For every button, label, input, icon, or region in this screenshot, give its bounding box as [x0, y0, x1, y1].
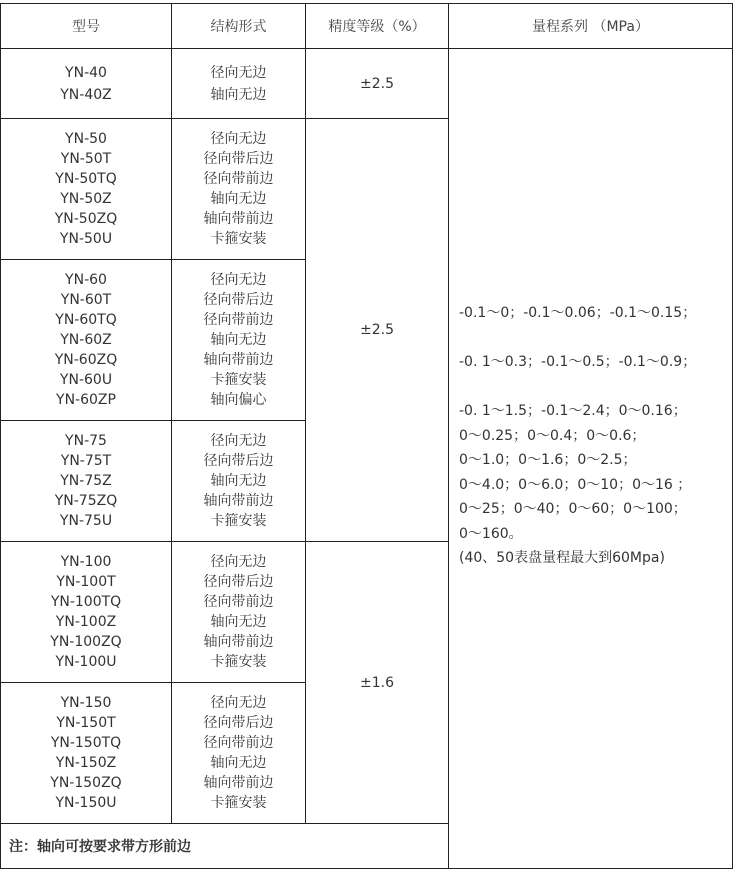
model-name: YN-75U	[59, 513, 113, 529]
model-name: YN-100	[60, 554, 112, 570]
model-cell	[1, 260, 172, 421]
structure-name: 径向带前边	[203, 594, 274, 610]
structure-cell	[172, 421, 306, 542]
model-name: YN-100Z	[55, 614, 117, 630]
structure-name: 轴向无边	[210, 614, 267, 630]
structure-name: 径向无边	[210, 433, 267, 449]
structure-name: 径向无边	[210, 695, 267, 711]
model-name: YN-75	[65, 433, 107, 449]
model-name: YN-100U	[55, 654, 117, 670]
structure-name: 径向带前边	[203, 312, 274, 328]
range-line: -0.1～0；-0.1～0.06；-0.1～0.15；	[459, 305, 697, 321]
structure-name: 轴向偏心	[210, 392, 267, 408]
structure-name: 卡箍安装	[210, 795, 267, 811]
header-structure: 结构形式	[172, 4, 306, 49]
model-name: YN-60ZQ	[54, 352, 118, 368]
structure-name: 轴向带前边	[203, 211, 274, 227]
model-name: YN-40	[65, 64, 107, 81]
range-line: 0～4.0；0～6.0；0～10；0～16 ；	[459, 476, 692, 493]
structure-cell	[172, 260, 306, 421]
range-cell	[449, 49, 733, 869]
structure-name: 径向无边	[210, 64, 267, 81]
structure-cell	[172, 683, 306, 824]
model-name: YN-150ZQ	[50, 775, 122, 791]
note-text: 注：轴向可按要求带方形前边	[1, 824, 733, 869]
precision-cell: ±2.5	[306, 119, 449, 542]
range-line: 0～25；0～40；0～60；0～100；	[459, 501, 687, 517]
model-name: YN-60TQ	[55, 312, 117, 328]
precision-cell: ±2.5	[306, 49, 449, 119]
model-name: YN-150TQ	[50, 735, 122, 751]
precision-cell: ±1.6	[306, 542, 449, 824]
structure-name: 轴向带前边	[203, 493, 274, 509]
range-line: -0. 1～0.3；-0.1～0.5；-0.1～0.9；	[459, 354, 697, 370]
structure-name: 径向带后边	[203, 292, 274, 308]
model-name: YN-100ZQ	[50, 634, 122, 650]
structure-name: 轴向无边	[210, 332, 267, 348]
range-line: -0. 1～1.5；-0.1～2.4；0～0.16；	[459, 403, 687, 419]
structure-name: 径向无边	[210, 272, 267, 288]
model-name: YN-100T	[56, 574, 116, 590]
model-name: YN-75Z	[60, 473, 112, 489]
structure-name: 卡箍安装	[210, 372, 267, 388]
model-name: YN-50T	[60, 151, 112, 167]
table-row	[1, 49, 733, 119]
structure-name: 轴向带前边	[203, 352, 274, 368]
model-name: YN-60	[65, 272, 107, 288]
model-name: YN-150	[60, 695, 112, 711]
structure-name: 轴向带前边	[203, 634, 274, 650]
structure-name: 轴向带前边	[203, 775, 274, 791]
structure-cell	[172, 49, 306, 119]
range-line: 0～0.25；0～0.4；0～0.6；	[459, 427, 646, 444]
structure-cell	[172, 542, 306, 683]
model-cell	[1, 49, 172, 119]
model-name: YN-150U	[55, 795, 117, 811]
spec-table	[0, 3, 733, 869]
model-cell	[1, 683, 172, 824]
model-cell	[1, 542, 172, 683]
structure-name: 径向无边	[210, 131, 267, 147]
structure-name: 径向带后边	[203, 574, 274, 590]
structure-name: 径向带后边	[203, 151, 274, 167]
header-range: 量程系列 （MPa）	[449, 4, 733, 49]
note-row	[1, 824, 733, 869]
structure-name: 卡箍安装	[210, 513, 267, 529]
model-cell	[1, 119, 172, 260]
model-name: YN-60Z	[60, 332, 112, 348]
model-name: YN-50ZQ	[54, 211, 118, 227]
model-name: YN-150T	[56, 715, 116, 731]
range-line: 0～160。	[459, 525, 523, 542]
model-cell	[1, 421, 172, 542]
structure-name: 径向带前边	[203, 171, 274, 187]
structure-name: 径向无边	[210, 554, 267, 570]
model-name: YN-50TQ	[55, 171, 117, 187]
range-line: 0～1.0；0～1.6；0～2.5；	[459, 452, 637, 468]
model-name: YN-50	[65, 131, 107, 147]
model-name: YN-50U	[59, 231, 113, 247]
model-name: YN-50Z	[60, 191, 112, 207]
structure-name: 轴向无边	[210, 86, 267, 103]
range-note: (40、50表盘量程最大到60Mpa)	[459, 550, 665, 566]
model-name: YN-100TQ	[50, 594, 122, 610]
model-name: YN-75ZQ	[54, 493, 118, 509]
model-name: YN-60T	[60, 292, 112, 308]
structure-name: 径向带后边	[203, 715, 274, 731]
structure-name: 轴向无边	[210, 191, 267, 207]
header-row	[1, 4, 733, 49]
structure-name: 卡箍安装	[210, 654, 267, 670]
header-precision: 精度等级（%）	[306, 4, 449, 49]
structure-name: 径向带后边	[203, 453, 274, 469]
model-name: YN-60U	[59, 372, 113, 388]
structure-cell	[172, 119, 306, 260]
model-name: YN-75T	[60, 453, 112, 469]
header-model: 型号	[1, 4, 172, 49]
structure-name: 轴向无边	[210, 755, 267, 771]
model-name: YN-40Z	[60, 86, 112, 103]
structure-name: 径向带前边	[203, 735, 274, 751]
model-name: YN-60ZP	[56, 392, 116, 408]
structure-name: 轴向无边	[210, 473, 267, 489]
structure-name: 卡箍安装	[210, 231, 267, 247]
model-name: YN-150Z	[55, 755, 117, 771]
